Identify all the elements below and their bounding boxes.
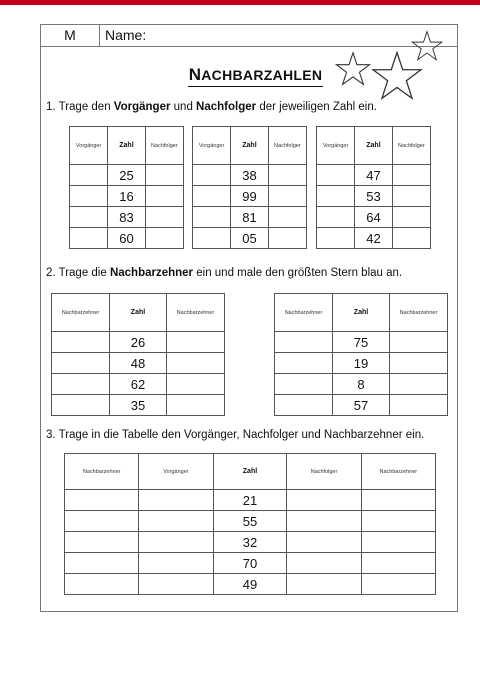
column-header: Vorgänger bbox=[317, 127, 355, 165]
task2-instruction bbox=[46, 267, 402, 279]
column-header: Zahl bbox=[231, 127, 269, 165]
task1-text-a: Trage den bbox=[58, 101, 114, 113]
answer-cell[interactable] bbox=[389, 332, 447, 353]
answer-cell[interactable] bbox=[65, 511, 139, 532]
answer-cell[interactable] bbox=[139, 574, 213, 595]
number-cell: 26 bbox=[110, 332, 167, 353]
answer-cell[interactable] bbox=[275, 395, 333, 416]
number-cell: 70 bbox=[213, 553, 287, 574]
answer-cell[interactable] bbox=[52, 332, 110, 353]
star-icon-medium bbox=[335, 51, 371, 87]
task2-text-b: ein und male den größten Stern blau an. bbox=[193, 267, 403, 279]
column-header: Vorgänger bbox=[193, 127, 231, 165]
answer-cell[interactable] bbox=[287, 511, 361, 532]
answer-cell[interactable] bbox=[193, 165, 231, 186]
answer-cell[interactable] bbox=[139, 490, 213, 511]
name-header-row bbox=[41, 25, 457, 47]
answer-cell[interactable] bbox=[70, 228, 108, 249]
task1-instruction bbox=[46, 101, 377, 113]
answer-cell[interactable] bbox=[139, 553, 213, 574]
name-label: Name: bbox=[105, 27, 147, 43]
number-cell: 55 bbox=[213, 511, 287, 532]
answer-cell[interactable] bbox=[275, 332, 333, 353]
title-initial: N bbox=[188, 65, 202, 84]
answer-cell[interactable] bbox=[392, 165, 430, 186]
answer-cell[interactable] bbox=[392, 186, 430, 207]
task3-table bbox=[64, 453, 436, 595]
number-cell: 8 bbox=[333, 374, 390, 395]
number-cell: 60 bbox=[108, 228, 146, 249]
task1-text-b: und bbox=[170, 101, 197, 113]
answer-cell[interactable] bbox=[70, 207, 108, 228]
answer-cell[interactable] bbox=[145, 228, 183, 249]
column-header: Nachbarzehner bbox=[389, 294, 447, 332]
answer-cell[interactable] bbox=[317, 207, 355, 228]
page-title bbox=[188, 65, 323, 87]
answer-cell[interactable] bbox=[139, 511, 213, 532]
answer-cell[interactable] bbox=[389, 374, 447, 395]
number-cell: 21 bbox=[213, 490, 287, 511]
answer-cell[interactable] bbox=[275, 374, 333, 395]
task1-bold-b: Nachfolger bbox=[196, 101, 257, 113]
number-cell: 42 bbox=[355, 228, 393, 249]
answer-cell[interactable] bbox=[166, 332, 224, 353]
answer-cell[interactable] bbox=[145, 186, 183, 207]
number-cell: 16 bbox=[108, 186, 146, 207]
number-cell: 35 bbox=[110, 395, 167, 416]
answer-cell[interactable] bbox=[287, 553, 361, 574]
answer-cell[interactable] bbox=[70, 186, 108, 207]
task1-table-3 bbox=[316, 126, 431, 249]
answer-cell[interactable] bbox=[268, 186, 306, 207]
number-cell: 48 bbox=[110, 353, 167, 374]
task2-bold-a: Nachbarzehner bbox=[109, 267, 194, 279]
answer-cell[interactable] bbox=[389, 353, 447, 374]
answer-cell[interactable] bbox=[166, 395, 224, 416]
star-icon-large bbox=[371, 50, 423, 102]
number-cell: 75 bbox=[333, 332, 390, 353]
worksheet bbox=[40, 24, 458, 612]
answer-cell[interactable] bbox=[275, 353, 333, 374]
column-header: Nachbarzehner bbox=[52, 294, 110, 332]
column-header: Zahl bbox=[333, 294, 390, 332]
number-cell: 62 bbox=[110, 374, 167, 395]
column-header: Zahl bbox=[355, 127, 393, 165]
answer-cell[interactable] bbox=[361, 490, 435, 511]
task2-table-2 bbox=[274, 293, 448, 416]
task1-text-c: der jeweiligen Zahl ein. bbox=[256, 101, 377, 113]
number-cell: 47 bbox=[355, 165, 393, 186]
title-rest: ACHBARZAHLEN bbox=[201, 67, 323, 83]
number-cell: 38 bbox=[231, 165, 269, 186]
answer-cell[interactable] bbox=[70, 165, 108, 186]
column-header: Nachbarzehner bbox=[361, 454, 435, 490]
answer-cell[interactable] bbox=[361, 553, 435, 574]
column-header: Vorgänger bbox=[70, 127, 108, 165]
answer-cell[interactable] bbox=[287, 490, 361, 511]
number-cell: 05 bbox=[231, 228, 269, 249]
number-cell: 19 bbox=[333, 353, 390, 374]
answer-cell[interactable] bbox=[166, 353, 224, 374]
task3-instruction bbox=[46, 429, 424, 441]
answer-cell[interactable] bbox=[193, 186, 231, 207]
task2-text-a: Trage die bbox=[58, 267, 110, 279]
number-cell: 99 bbox=[231, 186, 269, 207]
task1-bold-a: Vorgänger bbox=[113, 101, 171, 113]
answer-cell[interactable] bbox=[317, 186, 355, 207]
answer-cell[interactable] bbox=[287, 532, 361, 553]
number-cell: 32 bbox=[213, 532, 287, 553]
column-header: Nachfolger bbox=[392, 127, 430, 165]
answer-cell[interactable] bbox=[65, 553, 139, 574]
column-header: Nachfolger bbox=[287, 454, 361, 490]
column-header: Zahl bbox=[108, 127, 146, 165]
task3-number: 3. bbox=[46, 429, 56, 441]
answer-cell[interactable] bbox=[65, 490, 139, 511]
number-cell: 57 bbox=[333, 395, 390, 416]
column-header: Nachbarzehner bbox=[65, 454, 139, 490]
answer-cell[interactable] bbox=[392, 228, 430, 249]
number-cell: 25 bbox=[108, 165, 146, 186]
answer-cell[interactable] bbox=[361, 511, 435, 532]
answer-cell[interactable] bbox=[287, 574, 361, 595]
number-cell: 81 bbox=[231, 207, 269, 228]
answer-cell[interactable] bbox=[268, 165, 306, 186]
number-cell: 83 bbox=[108, 207, 146, 228]
number-cell: 49 bbox=[213, 574, 287, 595]
answer-cell[interactable] bbox=[317, 228, 355, 249]
column-header: Zahl bbox=[213, 454, 287, 490]
answer-cell[interactable] bbox=[65, 574, 139, 595]
answer-cell[interactable] bbox=[65, 532, 139, 553]
answer-cell[interactable] bbox=[389, 395, 447, 416]
task2-table-1 bbox=[51, 293, 225, 416]
task2-number: 2. bbox=[46, 267, 56, 279]
column-header: Nachbarzehner bbox=[275, 294, 333, 332]
answer-cell[interactable] bbox=[139, 532, 213, 553]
column-header: Nachbarzehner bbox=[166, 294, 224, 332]
answer-cell[interactable] bbox=[145, 207, 183, 228]
column-header: Nachfolger bbox=[145, 127, 183, 165]
task1-table-2 bbox=[192, 126, 307, 249]
answer-cell[interactable] bbox=[52, 374, 110, 395]
top-accent-bar bbox=[0, 0, 480, 5]
answer-cell[interactable] bbox=[361, 574, 435, 595]
answer-cell[interactable] bbox=[52, 395, 110, 416]
task1-number: 1. bbox=[46, 101, 56, 113]
answer-cell[interactable] bbox=[193, 228, 231, 249]
answer-cell[interactable] bbox=[268, 228, 306, 249]
answer-cell[interactable] bbox=[166, 374, 224, 395]
answer-cell[interactable] bbox=[193, 207, 231, 228]
number-cell: 53 bbox=[355, 186, 393, 207]
column-header: Nachfolger bbox=[268, 127, 306, 165]
answer-cell[interactable] bbox=[392, 207, 430, 228]
answer-cell[interactable] bbox=[361, 532, 435, 553]
column-header: Vorgänger bbox=[139, 454, 213, 490]
column-header: Zahl bbox=[110, 294, 167, 332]
task3-text: Trage in die Tabelle den Vorgänger, Nachfolger und Nachbarzehner ein. bbox=[58, 429, 425, 441]
header-m-cell: M bbox=[41, 25, 100, 46]
answer-cell[interactable] bbox=[317, 165, 355, 186]
answer-cell[interactable] bbox=[145, 165, 183, 186]
answer-cell[interactable] bbox=[52, 353, 110, 374]
number-cell: 64 bbox=[355, 207, 393, 228]
answer-cell[interactable] bbox=[268, 207, 306, 228]
task1-table-1 bbox=[69, 126, 184, 249]
